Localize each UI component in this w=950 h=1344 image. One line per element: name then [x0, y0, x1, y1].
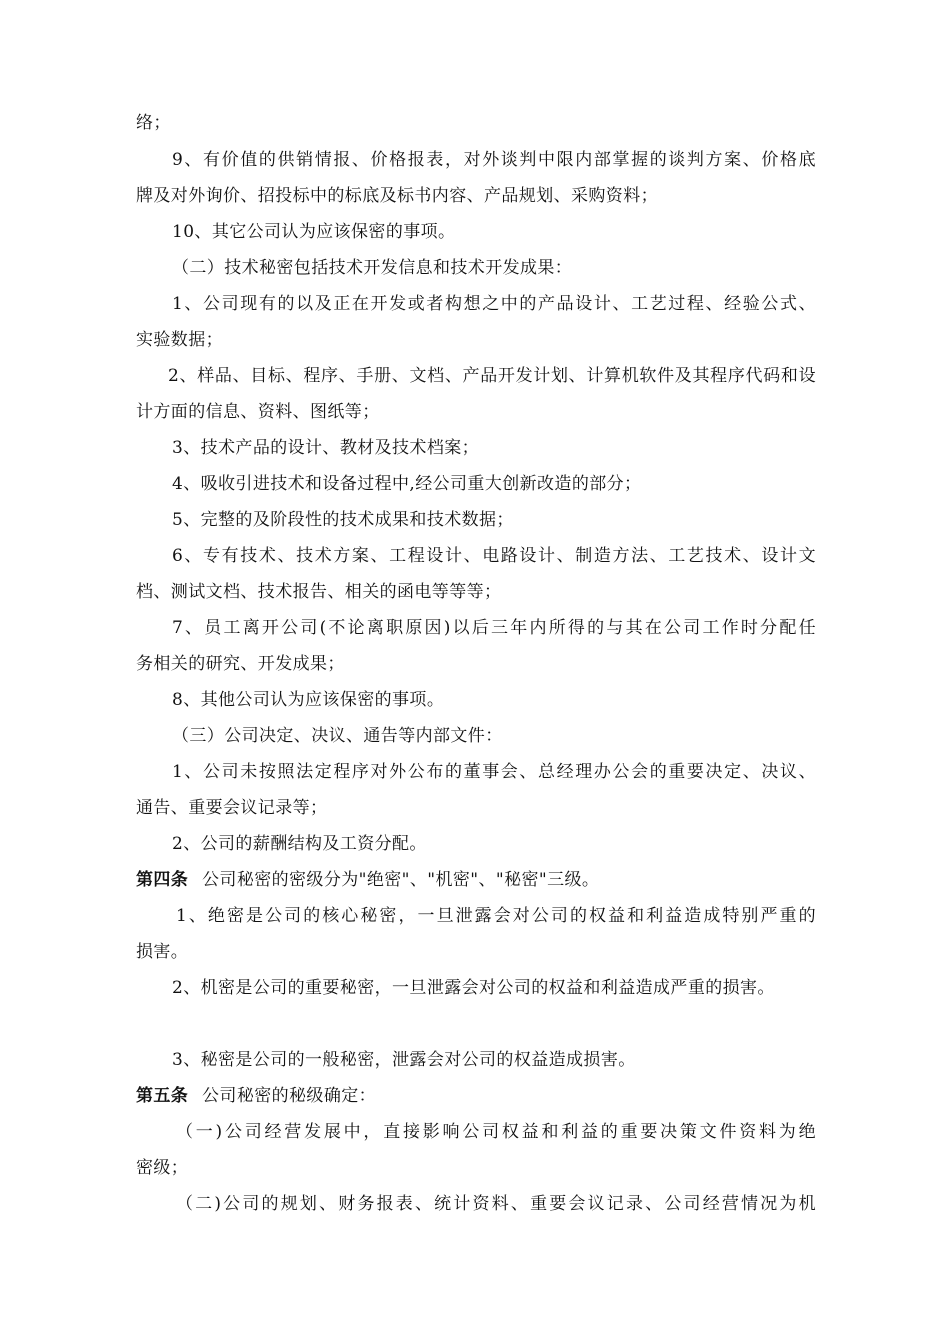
text-line: （一)公司经营发展中，直接影响公司权益和利益的重要决策文件资料为绝: [176, 1122, 816, 1142]
text-line: 8、其他公司认为应该保密的事项。: [172, 690, 445, 710]
text-line: 络；: [136, 113, 171, 133]
text-line: 牌及对外询价、招投标中的标底及标书内容、产品规划、采购资料；: [136, 186, 658, 206]
text-line: 6、专有技术、技术方案、工程设计、电路设计、制造方法、工艺技术、设计文: [172, 546, 816, 566]
article-4-heading: 第四条: [136, 870, 189, 890]
text-line: 7、员工离开公司(不论离职原因)以后三年内所得的与其在公司工作时分配任: [172, 618, 816, 638]
section-heading: （二）技术秘密包括技术开发信息和技术开发成果：: [172, 258, 573, 278]
text-line: 通告、重要会议记录等；: [136, 798, 328, 818]
article-5: [136, 1084, 816, 1108]
text-line: 2、公司的薪酬结构及工资分配。: [172, 834, 427, 854]
text-line: 10、其它公司认为应该保密的事项。: [172, 222, 456, 242]
text-line: 档、测试文档、技术报告、相关的函电等等等；: [136, 582, 502, 602]
article-5-heading: 第五条: [136, 1086, 189, 1106]
text-line: 9、有价值的供销情报、价格报表，对外谈判中限内部掌握的谈判方案、价格底: [172, 150, 816, 170]
text-line: 4、吸收引进技术和设备过程中,经公司重大创新改造的部分；: [172, 474, 642, 494]
text-line: 1、绝密是公司的核心秘密，一旦泄露会对公司的权益和利益造成特别严重的: [176, 906, 816, 926]
text-line: 5、完整的及阶段性的技术成果和技术数据；: [172, 510, 514, 530]
text-line: 1、公司现有的以及正在开发或者构想之中的产品设计、工艺过程、经验公式、: [172, 294, 816, 314]
text-line: 3、秘密是公司的一般秘密，泄露会对公司的权益造成损害。: [172, 1050, 636, 1070]
text-line: 3、技术产品的设计、教材及技术档案；: [172, 438, 480, 458]
text-line: 计方面的信息、资料、图纸等；: [136, 402, 380, 422]
article-4: [136, 868, 816, 892]
text-line: 2、样品、目标、程序、手册、文档、产品开发计划、计算机软件及其程序代码和设: [168, 366, 816, 386]
text-line: 损害。: [136, 942, 189, 962]
text-line: 务相关的研究、开发成果；: [136, 654, 345, 674]
article-5-text: 公司秘密的秘级确定：: [202, 1086, 377, 1106]
text-line: 密级；: [136, 1158, 189, 1178]
text-line: 1、公司未按照法定程序对外公布的董事会、总经理办公会的重要决定、决议、: [172, 762, 816, 782]
text-line: （二)公司的规划、财务报表、统计资料、重要会议记录、公司经营情况为机: [176, 1194, 816, 1214]
section-heading: （三）公司决定、决议、通告等内部文件：: [172, 726, 503, 746]
text-line: 实验数据；: [136, 330, 223, 350]
text-line: 2、机密是公司的重要秘密，一旦泄露会对公司的权益和利益造成严重的损害。: [172, 978, 775, 998]
article-4-text: 公司秘密的密级分为"绝密"、"机密"、"秘密"三级。: [202, 870, 600, 890]
